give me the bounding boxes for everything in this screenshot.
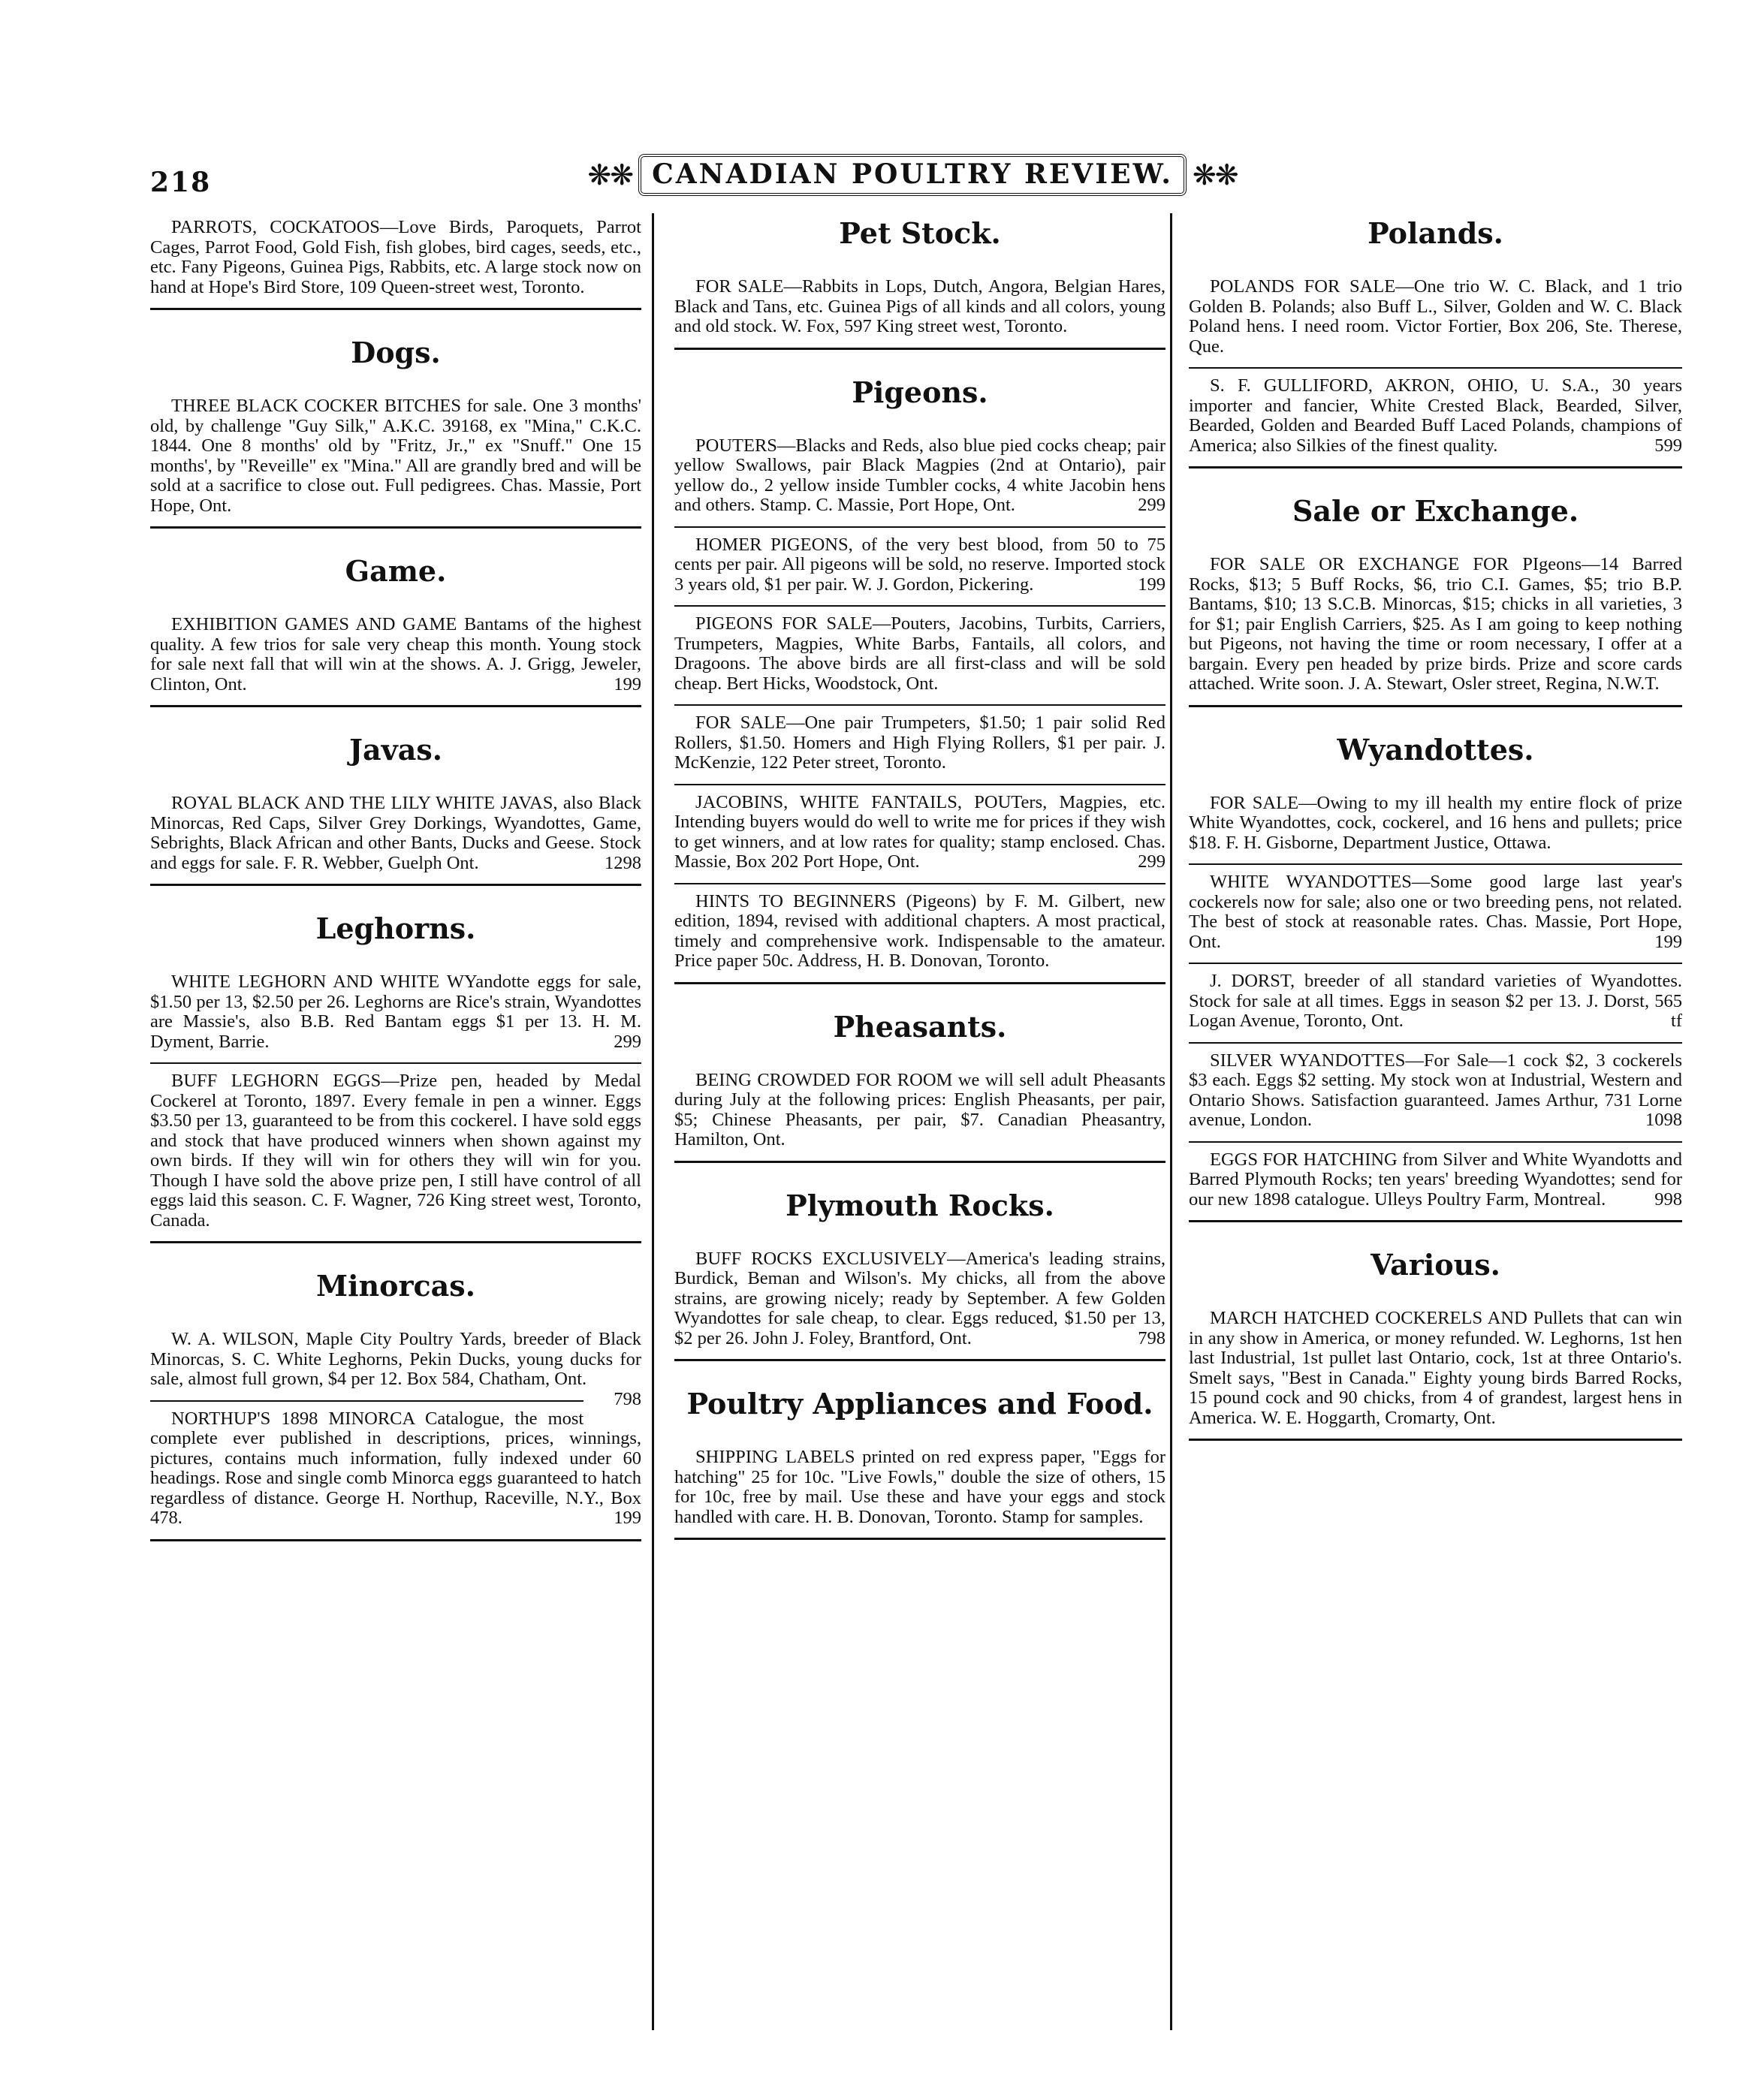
ad-text: THREE BLACK COCKER BITCHES for sale. One 3 months' old, by challenge "Guy Silk," A.K.C. 39168, ex "Mina," C.K.C. 1844. One 8 months' old by "Fritz, Jr.," ex "Snuff." One 15 months', by "Reveille" ex "Mina." All are grandly bred and will be sold at a sacrifice to close out. Full pedigrees. Chas. Massie, Port Hope, Ont.	[150, 396, 641, 516]
classified-ad	[674, 1242, 1165, 1349]
column-divider	[1170, 213, 1172, 2030]
ad-text: FOR SALE—One pair Trumpeters, $1.50; 1 pair solid Red Rollers, $1.50. Homers and High Flying Rollers, $1 per pair. J. McKenzie, 122 Peter street, Toronto.	[674, 713, 1165, 773]
section-heading: Poultry Appliances and Food.	[686, 1387, 1153, 1421]
ad-text: FOR SALE—Owing to my ill health my entire flock of prize White Wyandottes, cock, cockerel, and 16 hens and pullets; price $18. F. H. Gisborne, Department Justice, Ottawa.	[1189, 792, 1682, 853]
section-heading: Game.	[345, 554, 447, 588]
classified-ad	[674, 1440, 1165, 1527]
separator-rule	[674, 1538, 1165, 1540]
section	[150, 1269, 641, 1541]
section	[1189, 216, 1682, 469]
ad-number: 998	[1654, 1189, 1682, 1210]
classified-ad	[674, 270, 1165, 337]
column-3	[1189, 210, 1682, 2035]
ad-text: BEING CROWDED FOR ROOM we will sell adult Pheasants during July at the following prices: English Pheasants, per pair, $5; Chinese Pheasants, per pair, $7. Canadian Pheasantry, Hamilton, Ont.	[674, 1069, 1165, 1149]
classified-ad	[1189, 786, 1682, 854]
ad-text: SILVER WYANDOTTES—For Sale—1 cock $2, 3 cockerels $3 each. Eggs $2 setting. My stock won at Industrial, Western and Ontario Shows. Satisfaction guaranteed. James Arthur, 731 Lorne avenue, London.	[1189, 1050, 1682, 1130]
section	[1189, 1248, 1682, 1441]
ad-number: 599	[1654, 435, 1682, 456]
ad-number: 199	[1654, 931, 1682, 952]
section-heading: Pigeons.	[852, 375, 988, 409]
classified-ad	[674, 528, 1165, 595]
section-heading: Javas.	[349, 733, 442, 767]
section	[1189, 733, 1682, 1223]
section-heading: Wyandottes.	[1337, 732, 1534, 767]
section-heading: Sale or Exchange.	[1292, 494, 1579, 528]
ad-number: 798	[614, 1388, 641, 1409]
separator-rule	[150, 526, 641, 529]
ad-text: JACOBINS, WHITE FANTAILS, POUTers, Magpies, etc. Intending buyers would do well to write me for prices if they wish to get winners, and at low rates for quality; stamp enclosed. Chas. Massie, Box 202 Port Hope, Ont.	[674, 791, 1165, 872]
section-heading: Polands.	[1368, 216, 1503, 250]
masthead-title: CANADIAN POULTRY REVIEW.	[638, 154, 1187, 196]
separator-rule	[150, 1241, 641, 1243]
ad-text: BUFF LEGHORN EGGS—Prize pen, headed by Medal Cockerel at Toronto, 1897. Every female in pen a winner. Eggs $3.50 per 13, guaranteed to be from this cockerel. I have sold eggs and stock that have produced winners when shown against my own birds. If they will win for others they will win for you. Though I have sold the above prize pen, I still have control of all eggs laid this season. C. F. Wagner, 726 King street west, Toronto, Canada.	[150, 1071, 641, 1231]
classified-ad	[674, 429, 1165, 516]
separator-rule	[674, 1359, 1165, 1361]
ad-number: 1298	[605, 852, 641, 873]
classified-ad	[150, 210, 641, 297]
ad-text: NORTHUP'S 1898 MINORCA Catalogue, the most complete ever published in descriptions, prices, winnings, pictures, contains much information, fully indexed under 60 headings. Rose and single comb Minorca eggs guaranteed to hatch regardless of distance. George H. Northup, Raceville, N.Y., Box 478.	[150, 1408, 641, 1528]
section	[150, 554, 641, 707]
separator-rule	[1189, 1439, 1682, 1441]
ad-text: MARCH HATCHED COCKERELS AND Pullets that can win in any show in America, or money refunded. W. Leghorns, 1st hen last Industrial, 1st pullet last Ontario, cock, 1st at three Ontario's. Smelt says, "Best in Canada." Eighty young birds Barred Rocks, 15 pound cock and 90 chicks, from 4 of grandest, largest hens in America. W. E. Hoggarth, Cromarty, Ont.	[1189, 1308, 1682, 1428]
classified-ad	[150, 607, 641, 694]
masthead	[587, 150, 1238, 200]
ad-number: 299	[1138, 851, 1165, 872]
section	[150, 911, 641, 1243]
classified-ad	[1189, 1143, 1682, 1210]
ad-text: WHITE WYANDOTTES—Some good large last year's cockerels now for sale; also one or two breeding pens, not related. The best of stock at reasonable rates. Chas. Massie, Port Hope, Ont.	[1189, 872, 1682, 952]
classified-ad	[1189, 369, 1682, 456]
ornament-right-icon: ❋❋	[1192, 158, 1238, 191]
separator-rule	[1189, 705, 1682, 707]
separator-rule	[1189, 1220, 1682, 1222]
classified-ad	[674, 785, 1165, 872]
separator-rule	[674, 1161, 1165, 1163]
ad-number: 199	[1138, 574, 1165, 595]
classified-ad	[1189, 1301, 1682, 1428]
ad-number: 199	[614, 1508, 641, 1528]
section	[674, 216, 1165, 350]
ad-text: PARROTS, COCKATOOS—Love Birds, Paroquets, Parrot Cages, Parrot Food, Gold Fish, fish globes, bird cages, seeds, etc., etc. Fany Pigeons, Guinea Pigs, Rabbits, etc. A large stock now on hand at Hope's Bird Store, 109 Queen-street west, Toronto.	[150, 217, 641, 297]
ad-text: ROYAL BLACK AND THE LILY WHITE JAVAS, also Black Minorcas, Red Caps, Silver Grey Dorkings, Wyandottes, Game, Sebrights, Black African and other Bants, Ducks and Geese. Stock and eggs for sale. F. R. Webber, Guelph Ont.	[150, 793, 641, 873]
ad-text: W. A. WILSON, Maple City Poultry Yards, breeder of Black Minorcas, S. C. White Leghorns, Pekin Ducks, young ducks for sale, almost full grown, $4 per 12. Box 584, Chatham, Ont.	[150, 1329, 641, 1389]
section-heading: Plymouth Rocks.	[786, 1188, 1054, 1222]
section-heading: Leghorns.	[315, 911, 476, 945]
section	[150, 733, 641, 886]
ad-text: BUFF ROCKS EXCLUSIVELY—America's leading strains, Burdick, Beman and Wilson's. My chicks, all from the above strains, are growing nicely; ready by September. A few Golden Wyandottes for sale cheap, to clear. Eggs reduced, $1.50 per 13, $2 per 26. John J. Foley, Brantford, Ont.	[674, 1248, 1165, 1348]
section-heading: Pheasants.	[833, 1009, 1007, 1044]
section	[674, 1010, 1165, 1163]
ornament-left-icon: ❋❋	[587, 158, 633, 191]
section	[674, 1387, 1165, 1540]
classified-ad	[674, 607, 1165, 694]
separator-rule	[674, 348, 1165, 350]
ad-text: S. F. GULLIFORD, AKRON, OHIO, U. S.A., 30 years importer and fancier, White Crested Black, Bearded, Silver, Bearded, Golden and Bearded Buff Laced Polands, champions of America; also Silkies of the finest quality.	[1189, 375, 1682, 456]
ad-number: 1098	[1645, 1110, 1682, 1130]
classified-ad	[150, 786, 641, 873]
classified-ad	[1189, 964, 1682, 1032]
section	[150, 210, 641, 310]
ad-number: 299	[614, 1031, 641, 1052]
classified-ad	[150, 1064, 641, 1231]
section	[150, 336, 641, 529]
ad-text: WHITE LEGHORN AND WHITE WYandotte eggs for sale, $1.50 per 13, $2.50 per 26. Leghorns are Rice's strain, Wyandottes are Massie's, also B.B. Red Bantam eggs $1 per 13. H. M. Dyment, Barrie.	[150, 972, 641, 1052]
ad-text: HOMER PIGEONS, of the very best blood, from 50 to 75 cents per pair. All pigeons will be sold, no reserve. Imported stock 3 years old, $1 per pair. W. J. Gordon, Pickering.	[674, 534, 1165, 595]
classified-ad	[1189, 1044, 1682, 1131]
section-heading: Dogs.	[351, 336, 441, 369]
ad-text: POLANDS FOR SALE—One trio W. C. Black, and 1 trio Golden B. Polands; also Buff L., Silver, Golden and W. C. Black Poland hens. I need room. Victor Fortier, Box 206, Ste. Therese, Que.	[1189, 276, 1682, 357]
ad-text: HINTS TO BEGINNERS (Pigeons) by F. M. Gilbert, new edition, 1894, revised with additional chapters. A most practical, timely and comprehensive work. Indispensable to the amateur. Price paper 50c. Address, H. B. Donovan, Toronto.	[674, 890, 1165, 971]
ad-text: FOR SALE OR EXCHANGE FOR PIgeons—14 Barred Rocks, $13; 5 Buff Rocks, $6, trio C.I. Games, $5; trio B.P. Bantams, $10; 13 S.C.B. Minorcas, $15; chicks in all varieties, 3 for $1; pair English Carriers, $25. As I am going to keep nothing but Pigeons, not having the time or room necessary, I offer at a bargain. Every pen headed by prize birds. Prize and score cards attached. Write soon. J. A. Stewart, Osler street, Regina, N.W.T.	[1189, 554, 1682, 694]
separator-rule	[674, 982, 1165, 984]
ad-number: 299	[1138, 495, 1165, 515]
classified-ad	[674, 1063, 1165, 1150]
classified-ad	[1189, 865, 1682, 952]
ad-number: tf	[1671, 1011, 1682, 1031]
ad-text: PIGEONS FOR SALE—Pouters, Jacobins, Turbits, Carriers, Trumpeters, Magpies, White Barbs, Fantails, all colors, and Dragoons. The above birds are all first-class and will be sold cheap. Bert Hicks, Woodstock, Ont.	[674, 613, 1165, 694]
section	[674, 375, 1165, 984]
section-heading: Various.	[1371, 1248, 1500, 1282]
column-divider	[652, 213, 654, 2030]
ad-number: 199	[614, 673, 641, 694]
classified-ad	[150, 389, 641, 516]
ad-text: POUTERS—Blacks and Reds, also blue pied cocks cheap; pair yellow Swallows, pair Black Magpies (2nd at Ontario), pair yellow do., 2 yellow inside Tumbler cocks, 4 white Jacobin hens and others. Stamp. C. Massie, Port Hope, Ont.	[674, 435, 1165, 515]
section-heading: Minorcas.	[316, 1269, 475, 1303]
separator-rule	[150, 1539, 641, 1541]
ad-number: 798	[1138, 1327, 1165, 1348]
classified-ad	[674, 884, 1165, 972]
ad-text: EXHIBITION GAMES AND GAME Bantams of the highest quality. A few trios for sale very cheap this month. Young stock for sale next fall that will win at the shows. A. J. Grigg, Jeweler, Clinton, Ont.	[150, 614, 641, 694]
page-number: 218	[150, 167, 212, 198]
ad-text: EGGS FOR HATCHING from Silver and White Wyandotts and Barred Plymouth Rocks; ten years' breeding Wyandottes; send for our new 1898 catalogue. Ulleys Poultry Farm, Montreal.	[1189, 1149, 1682, 1210]
column-1	[150, 210, 641, 2035]
classified-ad	[674, 706, 1165, 773]
classified-ad	[1189, 547, 1682, 694]
section	[674, 1189, 1165, 1362]
classified-ad	[150, 1322, 641, 1409]
classified-ad	[150, 1402, 641, 1529]
separator-rule	[150, 884, 641, 886]
classified-ad	[1189, 270, 1682, 357]
separator-rule	[150, 308, 641, 310]
separator-rule	[1189, 466, 1682, 469]
separator-rule	[150, 705, 641, 707]
column-2	[674, 210, 1165, 2035]
ad-text: FOR SALE—Rabbits in Lops, Dutch, Angora, Belgian Hares, Black and Tans, etc. Guinea Pigs of all kinds and all colors, young and old stock. W. Fox, 597 King street west, Toronto.	[674, 276, 1165, 336]
section	[1189, 494, 1682, 707]
section-heading: Pet Stock.	[839, 216, 1001, 250]
ad-text: J. DORST, breeder of all standard varieties of Wyandottes. Stock for sale at all times. Eggs in season $2 per 13. J. Dorst, 565 Logan Avenue, Toronto, Ont.	[1189, 971, 1682, 1031]
classified-ad	[150, 965, 641, 1052]
ad-text: SHIPPING LABELS printed on red express paper, "Eggs for hatching" 25 for 10c. "Live Fowls," double the size of others, 15 for 10c, free by mail. Use these and have your eggs and stock handled with care. H. B. Donovan, Toronto. Stamp for samples.	[674, 1447, 1165, 1527]
